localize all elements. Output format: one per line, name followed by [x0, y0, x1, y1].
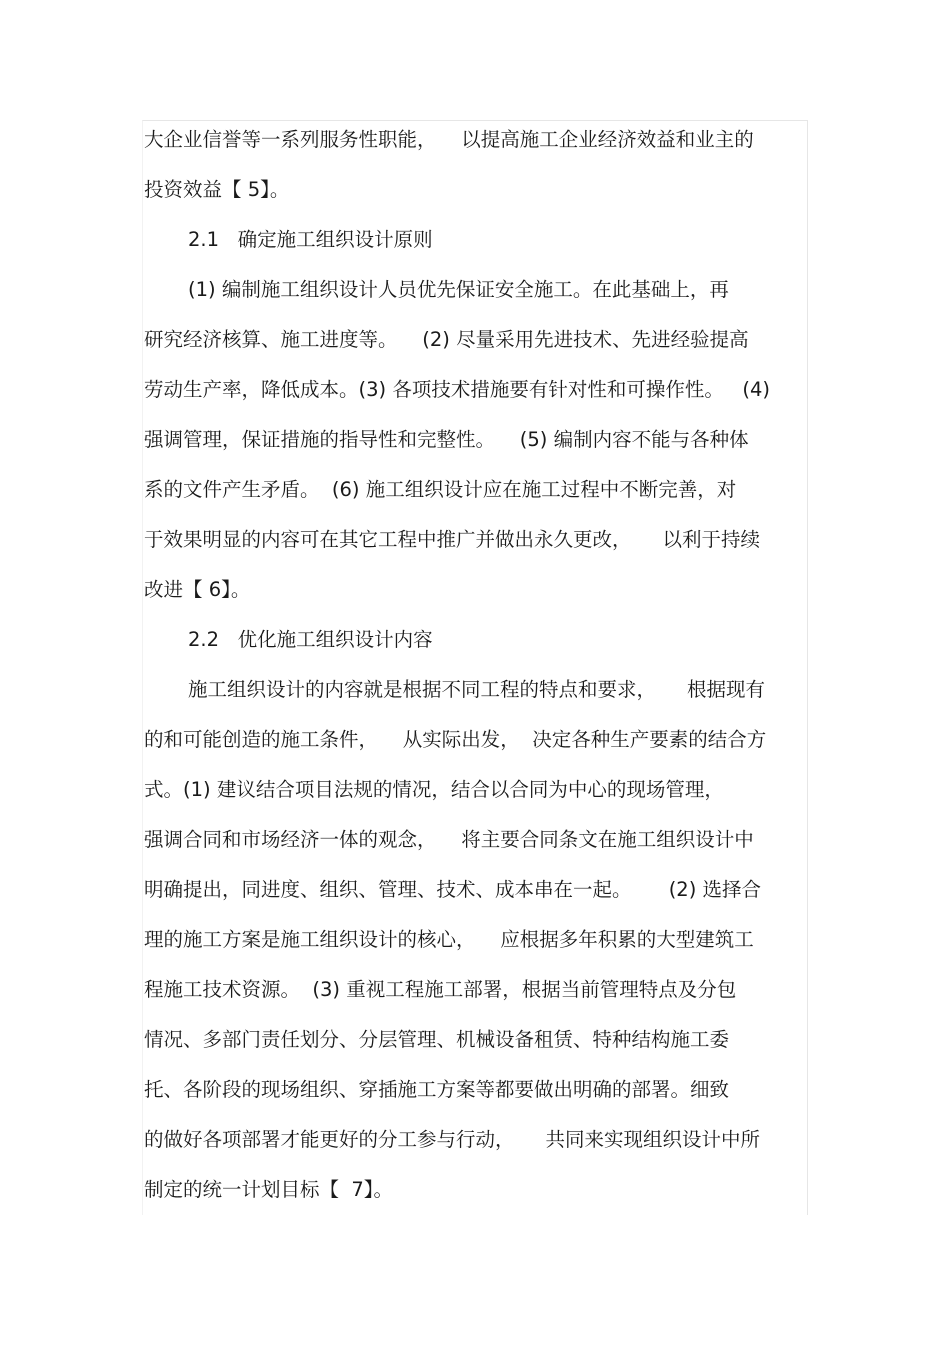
section-heading-2-1: 2.1 确定施工组织设计原则 [188, 228, 433, 251]
text-line: 投资效益【 5】。 [144, 178, 290, 201]
text-line: 系的文件产生矛盾。 (6) 施工组织设计应在施工过程中不断完善，对 [144, 478, 737, 501]
text-line: 的和可能创造的施工条件， 从实际出发， 决定各种生产要素的结合方 [144, 728, 767, 751]
text-line: 研究经济核算、施工进度等。 (2) 尽量采用先进技术、先进经验提高 [144, 328, 749, 351]
text-line: 制定的统一计划目标【 7】。 [144, 1178, 394, 1201]
text-line: 程施工技术资源。 (3) 重视工程施工部署，根据当前管理特点及分包 [144, 978, 737, 1001]
text-line: (1) 编制施工组织设计人员优先保证安全施工。在此基础上，再 [188, 278, 729, 301]
text-line: 情况、多部门责任划分、分层管理、机械设备租赁、特种结构施工委 [144, 1028, 730, 1051]
text-line: 式。(1) 建议结合项目法规的情况，结合以合同为中心的现场管理， [144, 778, 724, 801]
text-line: 大企业信誉等一系列服务性职能， 以提高施工企业经济效益和业主的 [144, 128, 754, 151]
section-heading-2-2: 2.2 优化施工组织设计内容 [188, 628, 433, 651]
text-line: 施工组织设计的内容就是根据不同工程的特点和要求， 根据现有 [188, 678, 765, 701]
text-line: 的做好各项部署才能更好的分工参与行动， 共同来实现组织设计中所 [144, 1128, 760, 1151]
text-line: 理的施工方案是施工组织设计的核心， 应根据多年积累的大型建筑工 [144, 928, 754, 951]
text-line: 托、各阶段的现场组织、穿插施工方案等都要做出明确的部署。细致 [144, 1078, 730, 1101]
text-line: 强调管理，保证措施的指导性和完整性。 (5) 编制内容不能与各种体 [144, 428, 749, 451]
text-line: 于效果明显的内容可在其它工程中推广并做出永久更改， 以利于持续 [144, 528, 760, 551]
text-line: 明确提出，同进度、组织、管理、技术、成本串在一起。 (2) 选择合 [144, 878, 762, 901]
text-line: 劳动生产率，降低成本。(3) 各项技术措施要有针对性和可操作性。 (4) [144, 378, 771, 401]
text-line: 强调合同和市场经济一体的观念， 将主要合同条文在施工组织设计中 [144, 828, 754, 851]
text-line: 改进【 6】。 [144, 578, 251, 601]
